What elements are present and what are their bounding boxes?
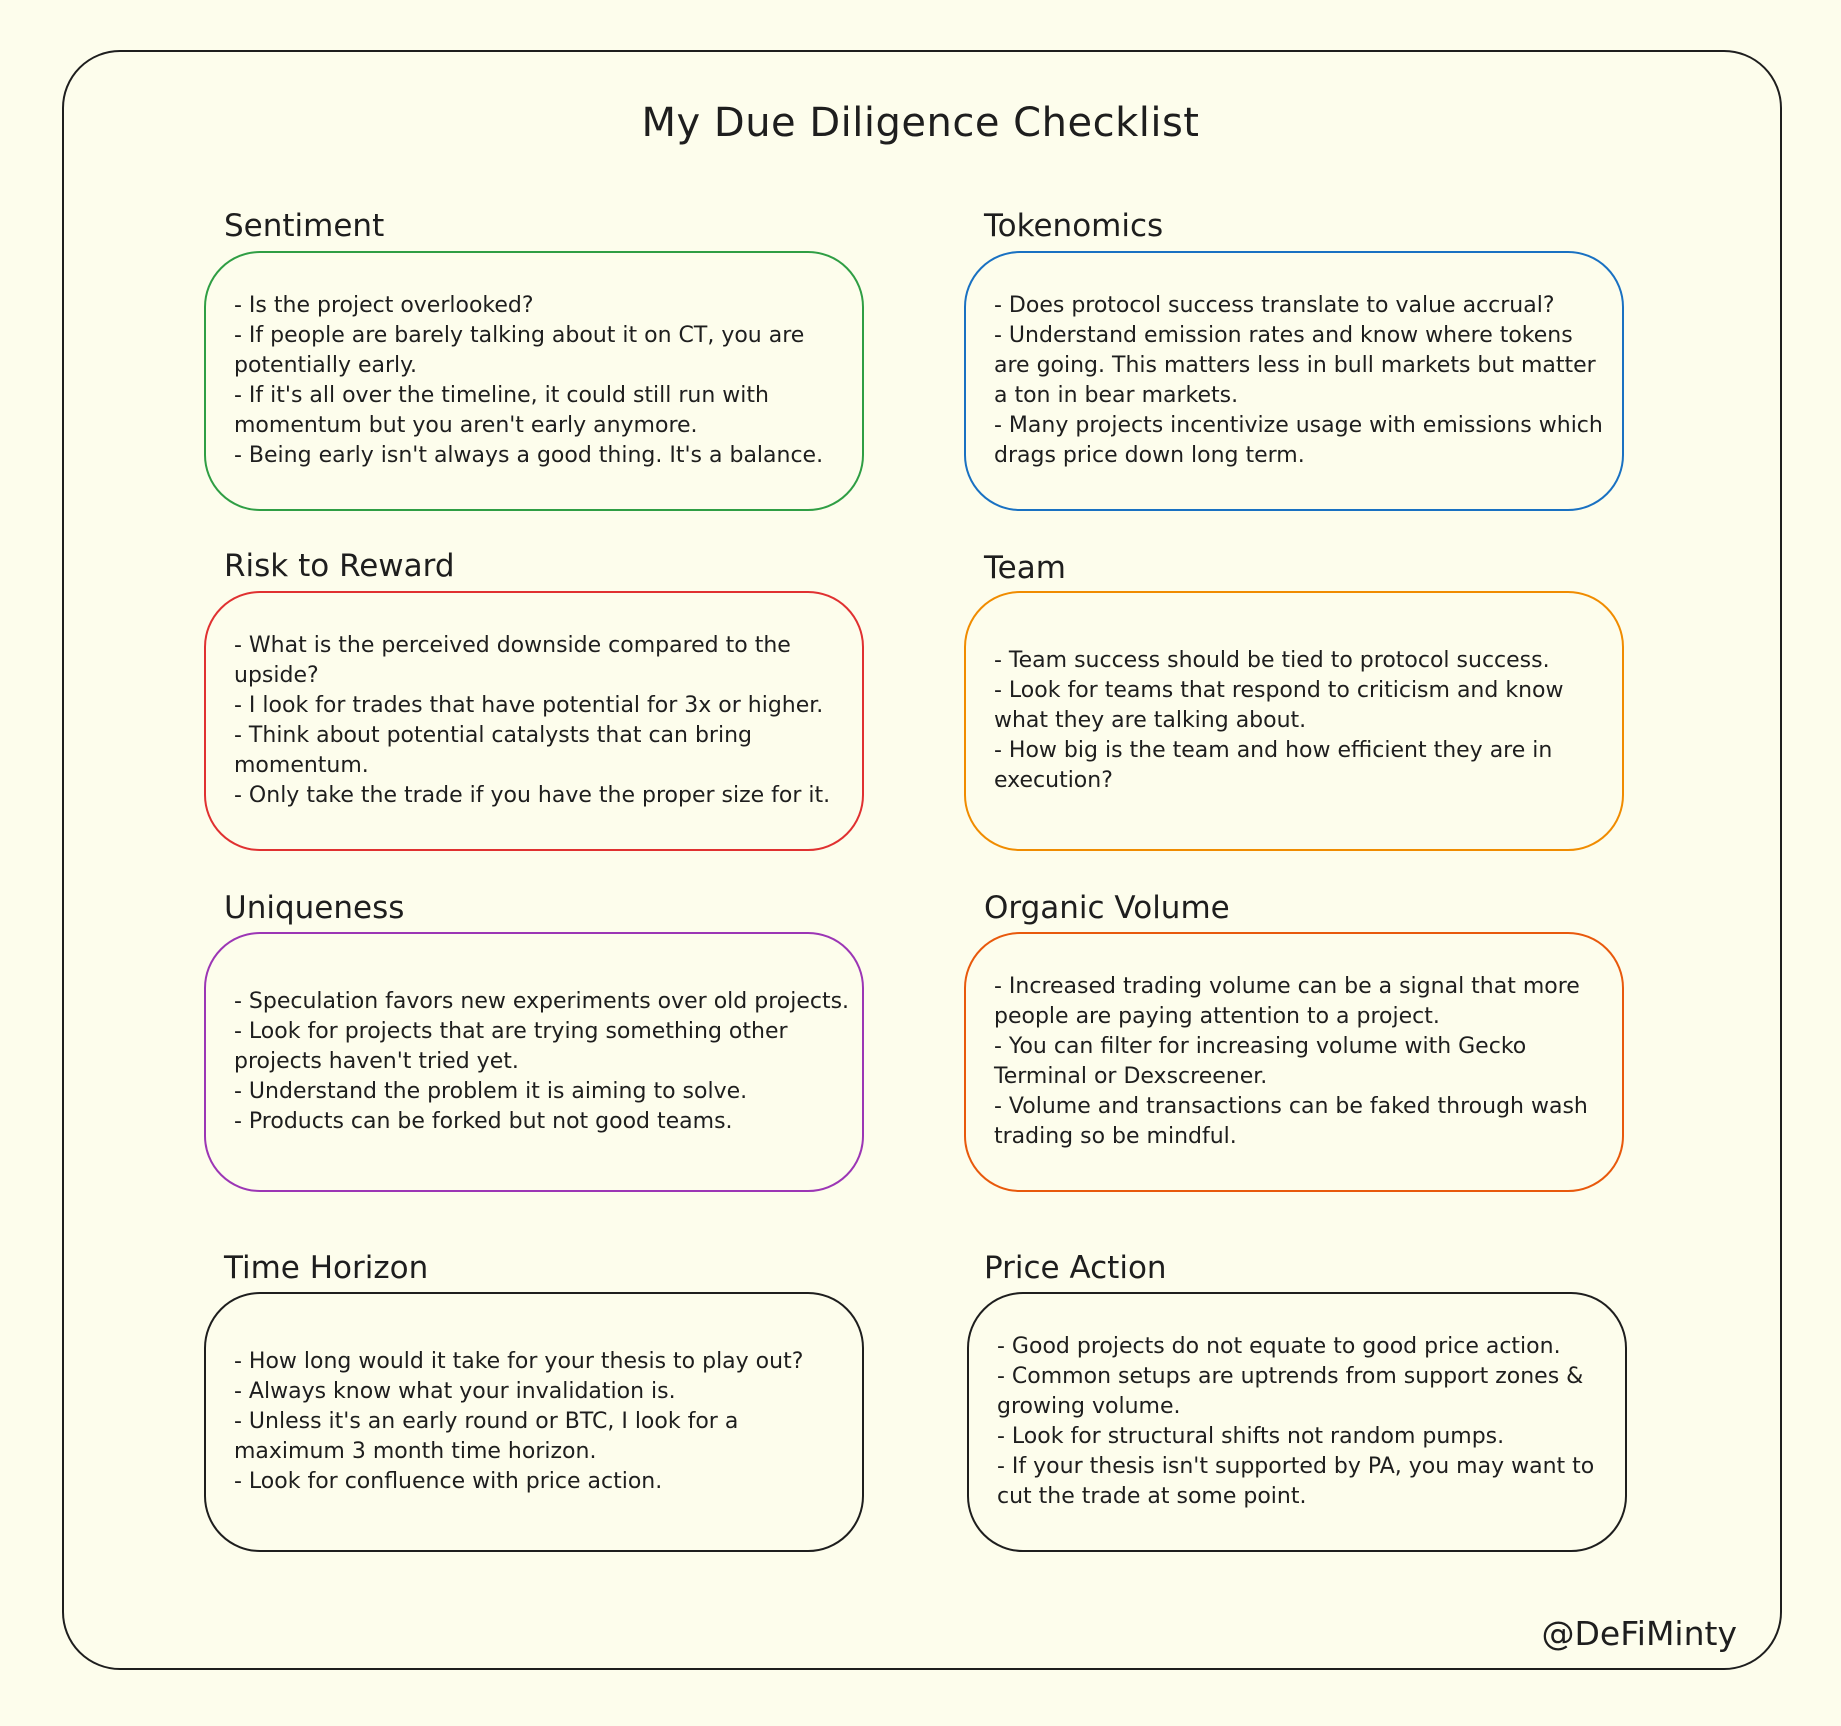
- list-item: - Look for teams that respond to criticism and know what they are talking about.: [994, 678, 1564, 733]
- list-price-action: [997, 1332, 1615, 1512]
- card-uniqueness: [204, 932, 864, 1192]
- card-team: [964, 591, 1624, 851]
- list-team: [994, 646, 1612, 796]
- list-item: - Always know what your invalidation is.: [234, 1379, 676, 1404]
- list-item: - Many projects incentivize usage with emissions which drags price down long term.: [994, 413, 1603, 468]
- list-organic-volume: [994, 972, 1612, 1152]
- list-tokenomics: [994, 291, 1612, 471]
- list-item: - Good projects do not equate to good price action.: [997, 1334, 1561, 1359]
- list-item: - Increased trading volume can be a signal that more people are paying attention to a project.: [994, 974, 1580, 1029]
- list-item: - Does protocol success translate to value accrual?: [994, 293, 1555, 318]
- list-item: - If it's all over the timeline, it could still run with momentum but you aren't early anymore.: [234, 383, 769, 438]
- section-title-uniqueness: Uniqueness: [224, 890, 405, 926]
- list-item: - Only take the trade if you have the proper size for it.: [234, 783, 831, 808]
- list-item: - Team success should be tied to protocol success.: [994, 648, 1550, 673]
- card-tokenomics: [964, 251, 1624, 511]
- list-item: - Volume and transactions can be faked through wash trading so be mindful.: [994, 1094, 1588, 1149]
- section-title-organic-volume: Organic Volume: [984, 890, 1230, 926]
- list-item: - If people are barely talking about it on CT, you are potentially early.: [234, 323, 805, 378]
- list-item: - Unless it's an early round or BTC, I look for a maximum 3 month time horizon.: [234, 1409, 739, 1464]
- card-time-horizon: [204, 1292, 864, 1552]
- list-item: - Is the project overlooked?: [234, 293, 534, 318]
- list-item: - Speculation favors new experiments over old projects.: [234, 989, 850, 1014]
- list-item: - I look for trades that have potential for 3x or higher.: [234, 693, 824, 718]
- list-item: - What is the perceived downside compared to the upside?: [234, 633, 791, 688]
- card-organic-volume: [964, 932, 1624, 1192]
- page-title: My Due Diligence Checklist: [641, 100, 1200, 146]
- list-uniqueness: [234, 987, 852, 1137]
- card-risk-to-reward: [204, 591, 864, 851]
- list-item: - Products can be forked but not good teams.: [234, 1109, 733, 1134]
- list-item: - You can filter for increasing volume with Gecko Terminal or Dexscreener.: [994, 1034, 1527, 1089]
- card-sentiment: [204, 251, 864, 511]
- list-item: - Being early isn't always a good thing. It's a balance.: [234, 443, 824, 468]
- section-title-risk-to-reward: Risk to Reward: [224, 548, 455, 584]
- list-item: - Look for confluence with price action.: [234, 1469, 663, 1494]
- list-item: - How big is the team and how efficient they are in execution?: [994, 738, 1553, 793]
- list-risk-to-reward: [234, 631, 852, 811]
- author-handle: @DeFiMinty: [1541, 1614, 1737, 1653]
- section-title-tokenomics: Tokenomics: [984, 208, 1164, 244]
- section-title-sentiment: Sentiment: [224, 208, 385, 244]
- list-item: - If your thesis isn't supported by PA, you may want to cut the trade at some point.: [997, 1454, 1595, 1509]
- list-item: - Look for structural shifts not random pumps.: [997, 1424, 1505, 1449]
- list-item: - How long would it take for your thesis to play out?: [234, 1349, 804, 1374]
- list-sentiment: [234, 291, 852, 471]
- section-title-time-horizon: Time Horizon: [224, 1250, 429, 1286]
- card-price-action: [967, 1292, 1627, 1552]
- list-item: - Think about potential catalysts that can bring momentum.: [234, 723, 752, 778]
- list-time-horizon: [234, 1347, 852, 1497]
- section-title-price-action: Price Action: [984, 1250, 1167, 1286]
- list-item: - Look for projects that are trying something other projects haven't tried yet.: [234, 1019, 788, 1074]
- list-item: - Common setups are uptrends from support zones & growing volume.: [997, 1364, 1584, 1419]
- section-title-team: Team: [984, 550, 1066, 586]
- list-item: - Understand emission rates and know where tokens are going. This matters less in bull markets but matter a ton in bear markets.: [994, 323, 1596, 408]
- list-item: - Understand the problem it is aiming to solve.: [234, 1079, 748, 1104]
